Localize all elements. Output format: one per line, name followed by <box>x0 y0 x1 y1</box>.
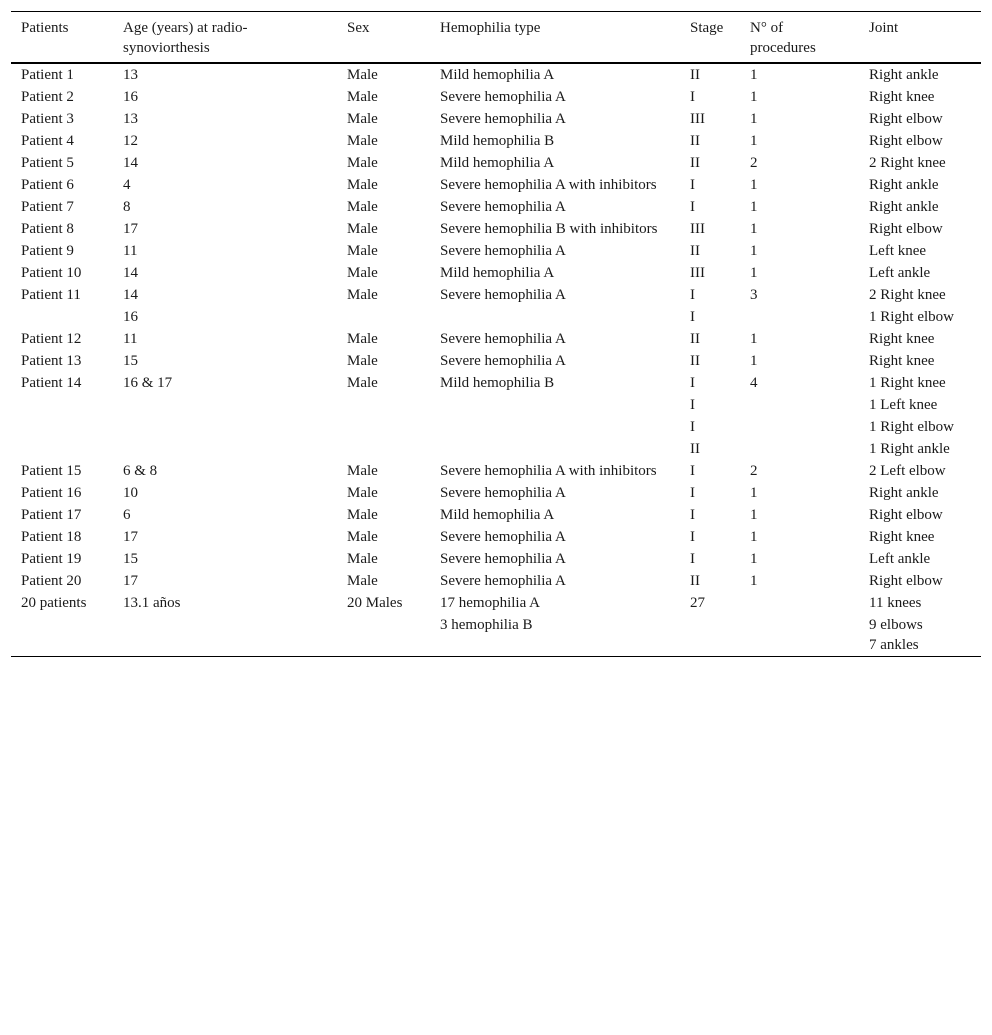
summary-patients: 20 patients <box>21 595 87 611</box>
cell-stage: II <box>690 133 700 149</box>
cell-joint: 2 Right knee <box>869 155 946 171</box>
cell-hemophilia-type <box>430 394 680 416</box>
cell-joint: Right ankle <box>869 67 939 83</box>
table-row <box>11 438 981 460</box>
table-body <box>11 63 981 657</box>
table-row <box>11 394 981 416</box>
cell-hemophilia-type: Severe hemophilia A <box>440 89 566 105</box>
cell-sex <box>337 438 430 460</box>
cell-stage: I <box>690 507 695 523</box>
cell-sex: Male <box>347 353 378 369</box>
cell-sex: Male <box>347 463 378 479</box>
cell-joint: Right ankle <box>869 199 939 215</box>
cell-sex: Male <box>347 331 378 347</box>
cell-sex: Male <box>347 177 378 193</box>
cell-age: 11 <box>123 243 138 259</box>
cell-stage: II <box>690 441 700 457</box>
cell-age <box>113 416 337 438</box>
summary-joint-knees: 11 knees <box>869 595 922 611</box>
cell-age: 10 <box>123 485 138 501</box>
cell-age: 6 <box>123 507 131 523</box>
header-age: Age (years) at radio-synoviorthesis <box>123 20 248 56</box>
cell-joint: Right elbow <box>869 221 943 237</box>
cell-procedures: 3 <box>750 287 758 303</box>
table-row <box>11 570 981 592</box>
cell-age: 16 <box>123 89 138 105</box>
cell-procedures: 4 <box>750 375 758 391</box>
cell-sex: Male <box>347 243 378 259</box>
cell-joint: Right ankle <box>869 177 939 193</box>
cell-age: 16 & 17 <box>123 375 173 391</box>
cell-patient <box>11 416 113 438</box>
cell-patient: Patient 3 <box>21 111 74 127</box>
cell-hemophilia-type: Mild hemophilia B <box>440 133 555 149</box>
cell-patient: Patient 5 <box>21 155 74 171</box>
cell-joint: Right elbow <box>869 133 943 149</box>
cell-sex: Male <box>347 111 378 127</box>
cell-age: 14 <box>123 155 138 171</box>
cell-sex: Male <box>347 221 378 237</box>
cell-procedures: 1 <box>750 133 758 149</box>
cell-procedures: 1 <box>750 243 758 259</box>
summary-sex: 20 Males <box>347 595 403 611</box>
cell-sex <box>337 416 430 438</box>
cell-joint: 1 Right ankle <box>869 441 950 457</box>
cell-procedures: 1 <box>750 551 758 567</box>
summary-type-b: 3 hemophilia B <box>440 617 533 633</box>
cell-stage: I <box>690 419 695 435</box>
cell-age: 4 <box>123 177 131 193</box>
cell-sex: Male <box>347 529 378 545</box>
cell-patient: Patient 11 <box>21 287 81 303</box>
cell-hemophilia-type: Severe hemophilia A <box>440 485 566 501</box>
cell-stage: I <box>690 485 695 501</box>
cell-age: 17 <box>123 529 138 545</box>
cell-age: 17 <box>123 573 138 589</box>
cell-stage: II <box>690 353 700 369</box>
table-row <box>11 218 981 240</box>
cell-joint: 2 Right knee <box>869 287 946 303</box>
cell-stage: I <box>690 309 695 325</box>
cell-hemophilia-type: Severe hemophilia A <box>440 331 566 347</box>
summary-joint-elbows: 9 elbows <box>869 617 923 633</box>
cell-age: 13 <box>123 111 138 127</box>
cell-patient: Patient 2 <box>21 89 74 105</box>
table-row <box>11 152 981 174</box>
cell-hemophilia-type <box>430 306 680 328</box>
cell-joint: Right elbow <box>869 111 943 127</box>
cell-sex: Male <box>347 551 378 567</box>
cell-patient: Patient 6 <box>21 177 74 193</box>
cell-stage: II <box>690 573 700 589</box>
cell-procedures: 1 <box>750 529 758 545</box>
cell-hemophilia-type: Severe hemophilia A with inhibitors <box>440 177 657 193</box>
table-row <box>11 262 981 284</box>
cell-patient <box>11 394 113 416</box>
cell-age: 8 <box>123 199 131 215</box>
header-procedures: N° of procedures <box>750 20 816 56</box>
cell-stage: I <box>690 551 695 567</box>
cell-joint: Right elbow <box>869 573 943 589</box>
cell-patient: Patient 9 <box>21 243 74 259</box>
table-row <box>11 196 981 218</box>
cell-patient: Patient 16 <box>21 485 82 501</box>
cell-procedures: 1 <box>750 221 758 237</box>
cell-procedures: 1 <box>750 485 758 501</box>
cell-procedures: 1 <box>750 199 758 215</box>
cell-hemophilia-type: Severe hemophilia A <box>440 199 566 215</box>
cell-sex: Male <box>347 485 378 501</box>
cell-stage: I <box>690 199 695 215</box>
cell-stage: II <box>690 243 700 259</box>
cell-hemophilia-type: Mild hemophilia A <box>440 67 555 83</box>
cell-stage: I <box>690 375 695 391</box>
table-row <box>11 482 981 504</box>
cell-hemophilia-type: Mild hemophilia A <box>440 155 555 171</box>
cell-patient: Patient 4 <box>21 133 74 149</box>
cell-stage: I <box>690 89 695 105</box>
table-row <box>11 86 981 108</box>
cell-joint: Right knee <box>869 89 935 105</box>
cell-age <box>113 438 337 460</box>
table-row <box>11 350 981 372</box>
cell-hemophilia-type: Severe hemophilia A <box>440 287 566 303</box>
cell-procedures: 1 <box>750 353 758 369</box>
table-row <box>11 240 981 262</box>
cell-sex: Male <box>347 287 378 303</box>
cell-patient <box>11 306 113 328</box>
table-row <box>11 174 981 196</box>
cell-sex <box>337 394 430 416</box>
cell-stage: II <box>690 67 700 83</box>
cell-patient: Patient 18 <box>21 529 82 545</box>
cell-hemophilia-type: Severe hemophilia A <box>440 529 566 545</box>
cell-stage: II <box>690 155 700 171</box>
table-row <box>11 328 981 350</box>
cell-joint: Left knee <box>869 243 927 259</box>
table-row <box>11 63 981 86</box>
cell-procedures: 1 <box>750 265 758 281</box>
cell-age: 14 <box>123 287 138 303</box>
cell-stage: III <box>690 111 705 127</box>
summary-row <box>11 592 981 614</box>
cell-stage: I <box>690 287 695 303</box>
cell-joint: 2 Left elbow <box>869 463 946 479</box>
table-row <box>11 504 981 526</box>
cell-hemophilia-type: Severe hemophilia A <box>440 353 566 369</box>
table-row <box>11 548 981 570</box>
cell-procedures: 2 <box>750 155 758 171</box>
cell-procedures <box>740 394 859 416</box>
cell-stage: III <box>690 221 705 237</box>
cell-procedures: 1 <box>750 507 758 523</box>
cell-hemophilia-type: Severe hemophilia A with inhibitors <box>440 463 657 479</box>
cell-joint: 1 Right knee <box>869 375 946 391</box>
cell-patient <box>11 438 113 460</box>
cell-hemophilia-type: Severe hemophilia A <box>440 111 566 127</box>
cell-patient: Patient 10 <box>21 265 82 281</box>
patients-table <box>11 11 981 657</box>
cell-age: 15 <box>123 551 138 567</box>
cell-sex: Male <box>347 265 378 281</box>
summary-stage: 27 <box>690 595 705 611</box>
cell-procedures <box>740 416 859 438</box>
cell-age <box>113 394 337 416</box>
cell-patient: Patient 19 <box>21 551 82 567</box>
cell-stage: I <box>690 177 695 193</box>
cell-procedures: 1 <box>750 573 758 589</box>
cell-patient: Patient 20 <box>21 573 82 589</box>
cell-stage: III <box>690 265 705 281</box>
cell-procedures: 2 <box>750 463 758 479</box>
cell-patient: Patient 13 <box>21 353 82 369</box>
cell-joint: 1 Right elbow <box>869 309 954 325</box>
cell-sex: Male <box>347 133 378 149</box>
cell-sex: Male <box>347 507 378 523</box>
cell-stage: I <box>690 397 695 413</box>
cell-sex: Male <box>347 573 378 589</box>
cell-hemophilia-type <box>430 416 680 438</box>
summary-procedures <box>740 592 859 614</box>
summary-age: 13.1 años <box>123 595 181 611</box>
cell-age: 16 <box>123 309 138 325</box>
header-stage: Stage <box>690 20 724 36</box>
cell-procedures <box>740 438 859 460</box>
cell-patient: Patient 12 <box>21 331 82 347</box>
cell-joint: Right elbow <box>869 507 943 523</box>
cell-stage: I <box>690 463 695 479</box>
cell-joint: 1 Right elbow <box>869 419 954 435</box>
table-row <box>11 306 981 328</box>
cell-joint: Right knee <box>869 331 935 347</box>
cell-patient: Patient 1 <box>21 67 74 83</box>
cell-procedures: 1 <box>750 111 758 127</box>
cell-sex <box>337 306 430 328</box>
header-row <box>11 12 981 64</box>
cell-hemophilia-type <box>430 438 680 460</box>
cell-patient: Patient 7 <box>21 199 74 215</box>
cell-hemophilia-type: Severe hemophilia A <box>440 551 566 567</box>
table-row <box>11 372 981 394</box>
cell-sex: Male <box>347 199 378 215</box>
cell-joint: Left ankle <box>869 265 931 281</box>
cell-hemophilia-type: Severe hemophilia A <box>440 573 566 589</box>
cell-hemophilia-type: Mild hemophilia B <box>440 375 555 391</box>
cell-age: 12 <box>123 133 138 149</box>
cell-sex: Male <box>347 89 378 105</box>
cell-age: 6 & 8 <box>123 463 158 479</box>
cell-sex: Male <box>347 67 378 83</box>
cell-joint: Left ankle <box>869 551 931 567</box>
cell-age: 11 <box>123 331 138 347</box>
table-row <box>11 460 981 482</box>
cell-stage: I <box>690 529 695 545</box>
header-hemophilia-type: Hemophilia type <box>440 20 541 36</box>
table-container <box>11 11 981 657</box>
cell-joint: Right knee <box>869 353 935 369</box>
cell-procedures: 1 <box>750 177 758 193</box>
cell-stage: II <box>690 331 700 347</box>
cell-patient: Patient 17 <box>21 507 82 523</box>
cell-hemophilia-type: Mild hemophilia A <box>440 265 555 281</box>
header-patients: Patients <box>21 20 69 36</box>
cell-sex: Male <box>347 375 378 391</box>
cell-joint: 1 Left knee <box>869 397 938 413</box>
cell-hemophilia-type: Severe hemophilia B with inhibitors <box>440 221 658 237</box>
cell-hemophilia-type: Severe hemophilia A <box>440 243 566 259</box>
header-joint: Joint <box>869 20 899 36</box>
cell-patient: Patient 15 <box>21 463 82 479</box>
cell-age: 14 <box>123 265 138 281</box>
cell-procedures <box>740 306 859 328</box>
cell-joint: Right knee <box>869 529 935 545</box>
table-row <box>11 108 981 130</box>
table-row <box>11 130 981 152</box>
cell-procedures: 1 <box>750 331 758 347</box>
summary-type-a: 17 hemophilia A <box>440 595 540 611</box>
cell-sex: Male <box>347 155 378 171</box>
cell-procedures: 1 <box>750 89 758 105</box>
summary-joint-ankles: 7 ankles <box>869 637 919 653</box>
table-row <box>11 416 981 438</box>
cell-hemophilia-type: Mild hemophilia A <box>440 507 555 523</box>
table-row <box>11 284 981 306</box>
cell-patient: Patient 8 <box>21 221 74 237</box>
summary-row <box>11 614 981 657</box>
cell-age: 15 <box>123 353 138 369</box>
cell-age: 17 <box>123 221 138 237</box>
cell-patient: Patient 14 <box>21 375 82 391</box>
header-sex: Sex <box>347 20 370 36</box>
cell-age: 13 <box>123 67 138 83</box>
table-row <box>11 526 981 548</box>
cell-procedures: 1 <box>750 67 758 83</box>
cell-joint: Right ankle <box>869 485 939 501</box>
